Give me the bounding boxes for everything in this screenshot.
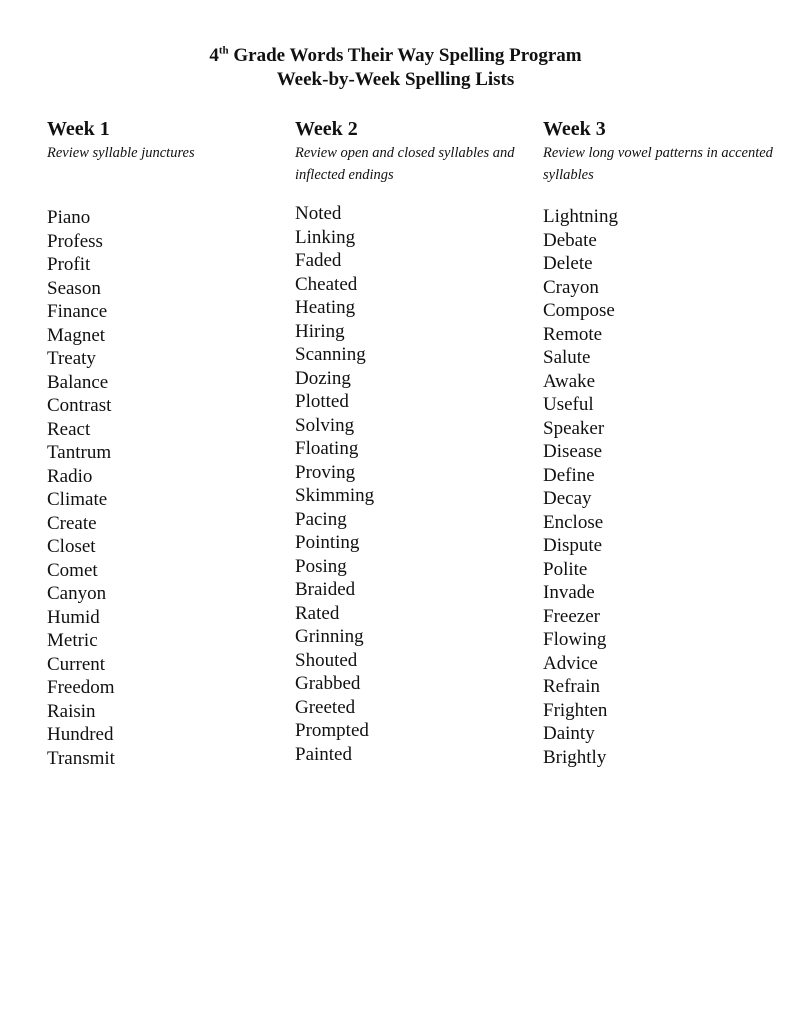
week-heading: Week 1 — [47, 118, 110, 140]
spelling-word: Define — [543, 464, 595, 486]
spelling-word: Shouted — [295, 649, 358, 671]
document-title — [0, 44, 791, 68]
spelling-word: Piano — [47, 207, 91, 228]
spelling-word: Dozing — [295, 367, 351, 389]
spelling-word: Season — [47, 277, 101, 299]
spelling-word: Speaker — [543, 417, 605, 439]
spelling-word: Create — [47, 512, 97, 534]
spelling-word: Salute — [543, 347, 591, 368]
spelling-word: Skimming — [295, 485, 375, 506]
spelling-word: Balance — [47, 371, 109, 393]
document-subtitle: Week-by-Week Spelling Lists — [276, 69, 515, 90]
spelling-word: Raisin — [47, 700, 96, 722]
spelling-word: React — [47, 418, 91, 440]
spelling-word: Hundred — [47, 724, 114, 745]
spelling-word: Solving — [295, 414, 355, 436]
spelling-word: Freezer — [543, 605, 600, 627]
spelling-word: Climate — [47, 489, 108, 510]
week-description: Review syllable junctures — [47, 145, 195, 161]
spelling-word: Useful — [543, 394, 594, 415]
spelling-word: Proving — [295, 461, 356, 483]
spelling-word: Enclose — [543, 511, 604, 533]
spelling-word: Disease — [543, 441, 603, 462]
spelling-word: Debate — [543, 229, 597, 251]
week-description: Review open and closed syllables and inflected endings — [295, 145, 515, 183]
spelling-word: Painted — [295, 743, 352, 765]
spelling-word: Pointing — [295, 532, 360, 553]
word-list — [543, 205, 773, 769]
week-heading: Week 3 — [543, 118, 606, 140]
spelling-word: Advice — [543, 652, 598, 674]
spelling-word: Radio — [47, 465, 93, 487]
spelling-word: Posing — [295, 555, 347, 577]
spelling-word: Plotted — [295, 391, 349, 412]
spelling-word: Decay — [543, 488, 592, 509]
spelling-word: Canyon — [47, 583, 107, 604]
spelling-word: Braided — [295, 579, 356, 600]
spelling-word: Delete — [543, 253, 593, 274]
spelling-word: Tantrum — [47, 442, 112, 463]
week-description: Review long vowel patterns in accented syllables — [543, 145, 773, 183]
spelling-word: Closet — [47, 536, 96, 557]
word-list — [47, 206, 277, 770]
week-column — [543, 116, 773, 769]
spelling-word: Grinning — [295, 626, 364, 647]
spelling-word: Remote — [543, 323, 603, 345]
spelling-word: Humid — [47, 606, 100, 628]
spelling-word: Polite — [543, 558, 588, 580]
spelling-word: Brightly — [543, 746, 607, 768]
spelling-word: Refrain — [543, 676, 600, 697]
document-header — [0, 44, 791, 92]
week-heading: Week 2 — [295, 118, 358, 140]
spelling-word: Profess — [47, 230, 103, 252]
spelling-word: Metric — [47, 630, 98, 651]
spelling-word: Crayon — [543, 276, 599, 298]
spelling-word: Noted — [295, 203, 342, 224]
spelling-word: Finance — [47, 301, 108, 322]
word-list — [295, 202, 525, 766]
spelling-word: Scanning — [295, 344, 366, 365]
spelling-word: Flowing — [543, 629, 607, 650]
spelling-word: Current — [47, 653, 106, 675]
spelling-word: Faded — [295, 250, 342, 271]
spelling-word: Treaty — [47, 348, 96, 369]
spelling-word: Freedom — [47, 677, 115, 698]
title-text: Grade Words Their Way Spelling Program — [228, 45, 582, 66]
spelling-word: Grabbed — [295, 673, 361, 694]
spelling-word: Greeted — [295, 696, 356, 718]
week-column — [295, 116, 525, 766]
spelling-word: Comet — [47, 559, 98, 581]
title-ordinal-suffix: th — [218, 44, 229, 57]
spelling-word: Rated — [295, 602, 340, 624]
spelling-word: Lightning — [543, 206, 618, 227]
spelling-word: Dispute — [543, 535, 603, 556]
spelling-word: Cheated — [295, 273, 358, 295]
spelling-word: Profit — [47, 254, 91, 275]
spelling-word: Linking — [295, 226, 356, 248]
spelling-word: Floating — [295, 438, 359, 459]
spelling-word: Awake — [543, 370, 596, 392]
spelling-word: Magnet — [47, 324, 106, 346]
week-column — [47, 116, 277, 770]
spelling-word: Compose — [543, 300, 615, 321]
spelling-word: Dainty — [543, 723, 595, 744]
spelling-word: Heating — [295, 297, 356, 318]
spelling-word: Transmit — [47, 747, 115, 769]
spelling-word: Invade — [543, 582, 595, 603]
spelling-word: Frighten — [543, 699, 608, 721]
spelling-word: Contrast — [47, 395, 112, 416]
spelling-word: Pacing — [295, 508, 347, 530]
spelling-word: Hiring — [295, 320, 345, 342]
spelling-word: Prompted — [295, 720, 369, 741]
title-grade-number: 4 — [209, 45, 219, 66]
